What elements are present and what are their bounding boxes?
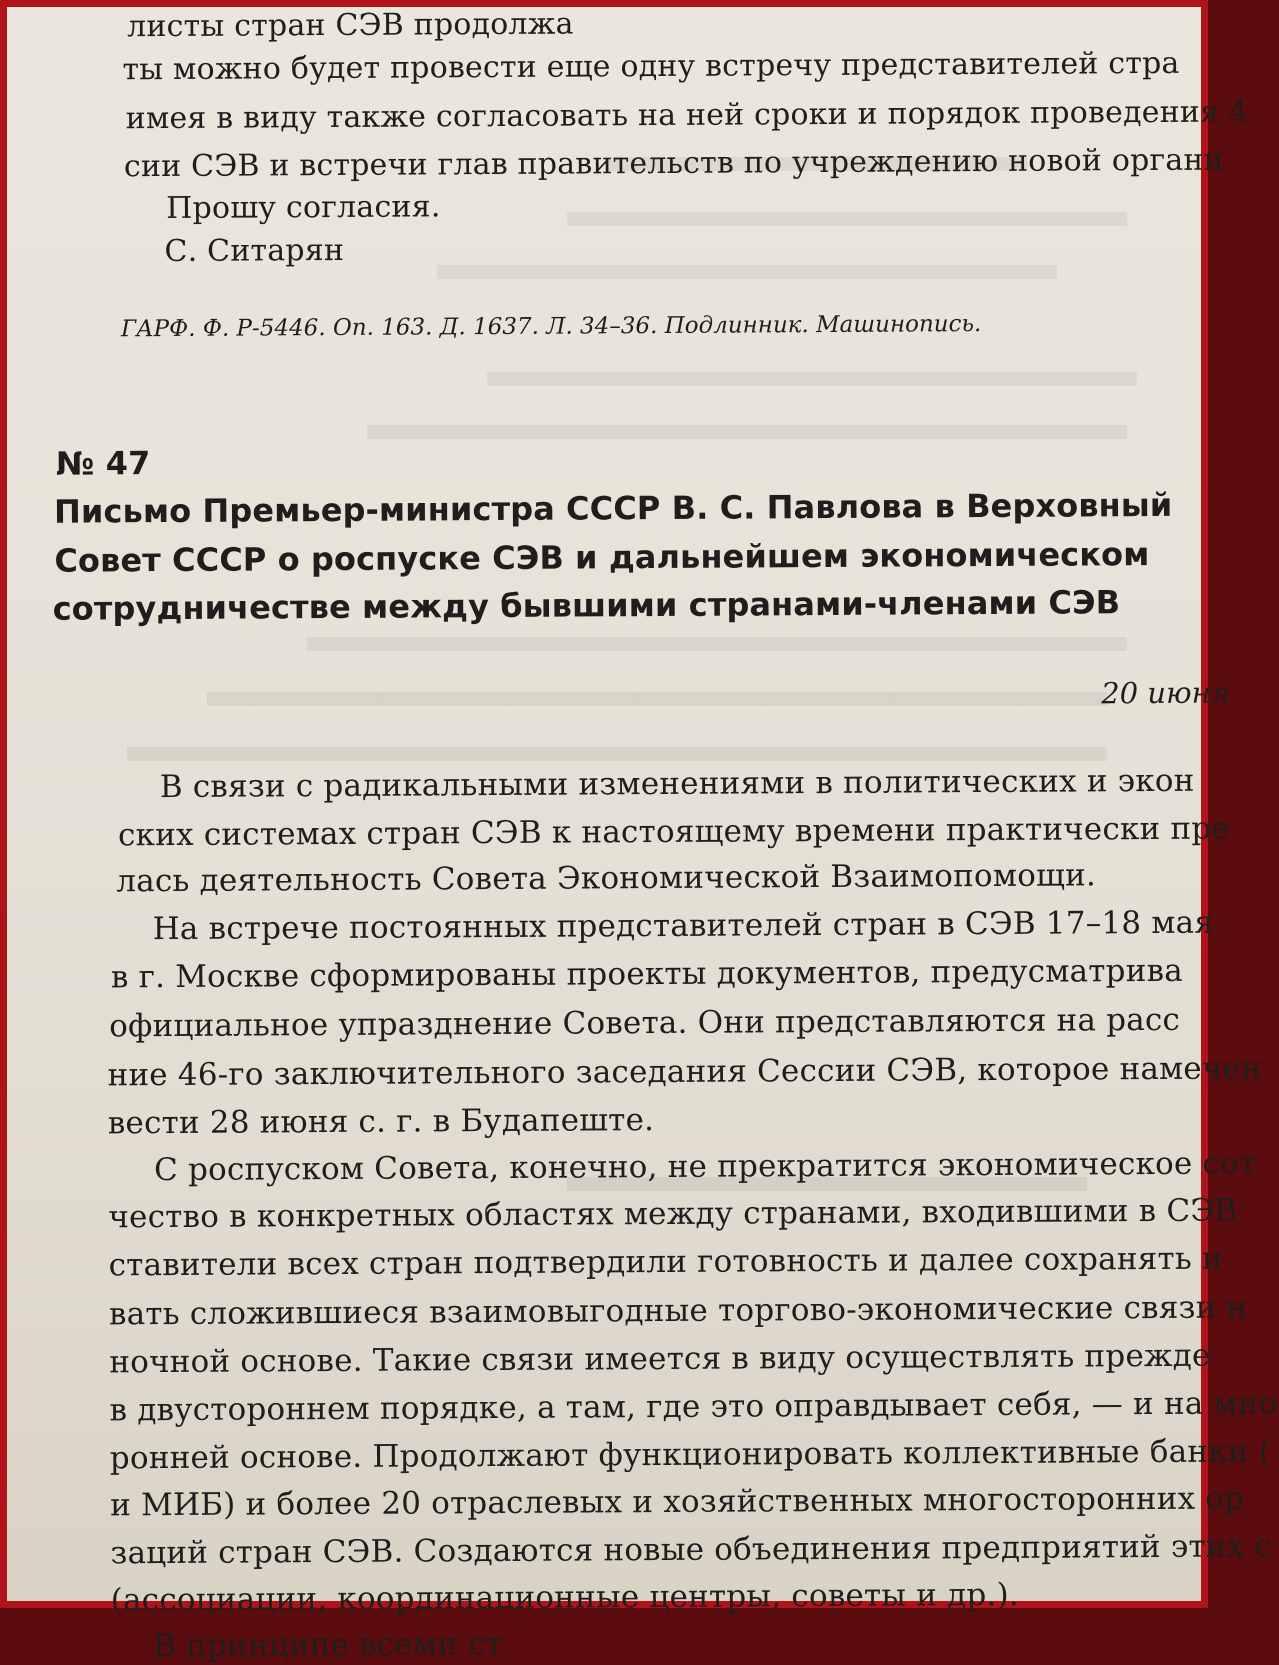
body-line: вать сложившиеся взаимовыгодные торгово-экономические связи н [108, 1289, 1248, 1333]
body-line: вести 28 июня с. г. в Будапеште. [107, 1102, 655, 1142]
body-line: ние 46-го заключительного заседания Сессии СЭВ, которое намечен [107, 1050, 1263, 1094]
body-line: в двустороннем порядке, а там, где это оправдывает себя, — и на мно [109, 1385, 1278, 1429]
body-line: ставители всех стран подтвердили готовность и далее сохранять и [108, 1240, 1223, 1284]
body-line: ронней основе. Продолжают функционировать коллективные банки ( [109, 1433, 1272, 1477]
body-line: ских системах стран СЭВ к настоящему времени практически пре [117, 810, 1231, 854]
page-content [7, 0, 1278, 1665]
document-title-line: Совет СССР о роспуске СЭВ и дальнейшем экономическом [54, 535, 1150, 580]
body-line: ночной основе. Такие связи имеется в виду осуществлять прежде [109, 1337, 1211, 1381]
body-line: В принципе всеми ст [152, 1626, 504, 1665]
body-line: заций стран СЭВ. Создаются новые объединения предприятий этих с [110, 1528, 1273, 1572]
text-line: сии СЭВ и встречи глав правительств по учреждению новой органи [123, 142, 1224, 185]
closing-request: Прошу согласия. [166, 189, 441, 227]
body-line: В связи с радикальными изменениями в политических и экон [159, 762, 1195, 806]
text-line: имея в виду также согласовать на ней сроки и порядок проведения 4 [125, 94, 1249, 137]
body-line: На встрече постоянных представителей стран в СЭВ 17–18 мая [152, 904, 1215, 948]
document-title-line: сотрудничестве между бывшими странами-членами СЭВ [52, 583, 1121, 628]
document-title-line: Письмо Премьер-министра СССР В. С. Павлова в Верховный [53, 485, 1173, 531]
text-line: ты можно будет провести еще одну встречу представителей стра [122, 45, 1180, 88]
body-line: и МИБ) и более 20 отраслевых и хозяйственных многосторонних ор [110, 1480, 1245, 1524]
body-line: (ассоциации, координационные центры, советы и др.). [110, 1576, 1020, 1619]
body-line: в г. Москве сформированы проекты документов, предусматрива [110, 952, 1183, 996]
body-line: чество в конкретных областях между странами, входившими в СЭВ [108, 1192, 1238, 1236]
document-number: № 47 [55, 444, 151, 483]
archive-reference: ГАРФ. Ф. Р-5446. Оп. 163. Д. 1637. Л. 34–36. Подлинник. Машинопись. [120, 311, 982, 343]
previous-document-tail [7, 0, 1249, 343]
body-line: С роспуском Совета, конечно, не прекратится экономическое сот [153, 1145, 1257, 1189]
body-line: официальное упразднение Совета. Они представляются на расс [109, 1001, 1181, 1045]
document-date: 20 июня [1101, 675, 1230, 711]
body-line: лась деятельность Совета Экономической Взаимопомощи. [116, 857, 1097, 900]
text-line: листы стран СЭВ продолжа [127, 6, 574, 45]
signature: С. Ситарян [164, 232, 345, 270]
